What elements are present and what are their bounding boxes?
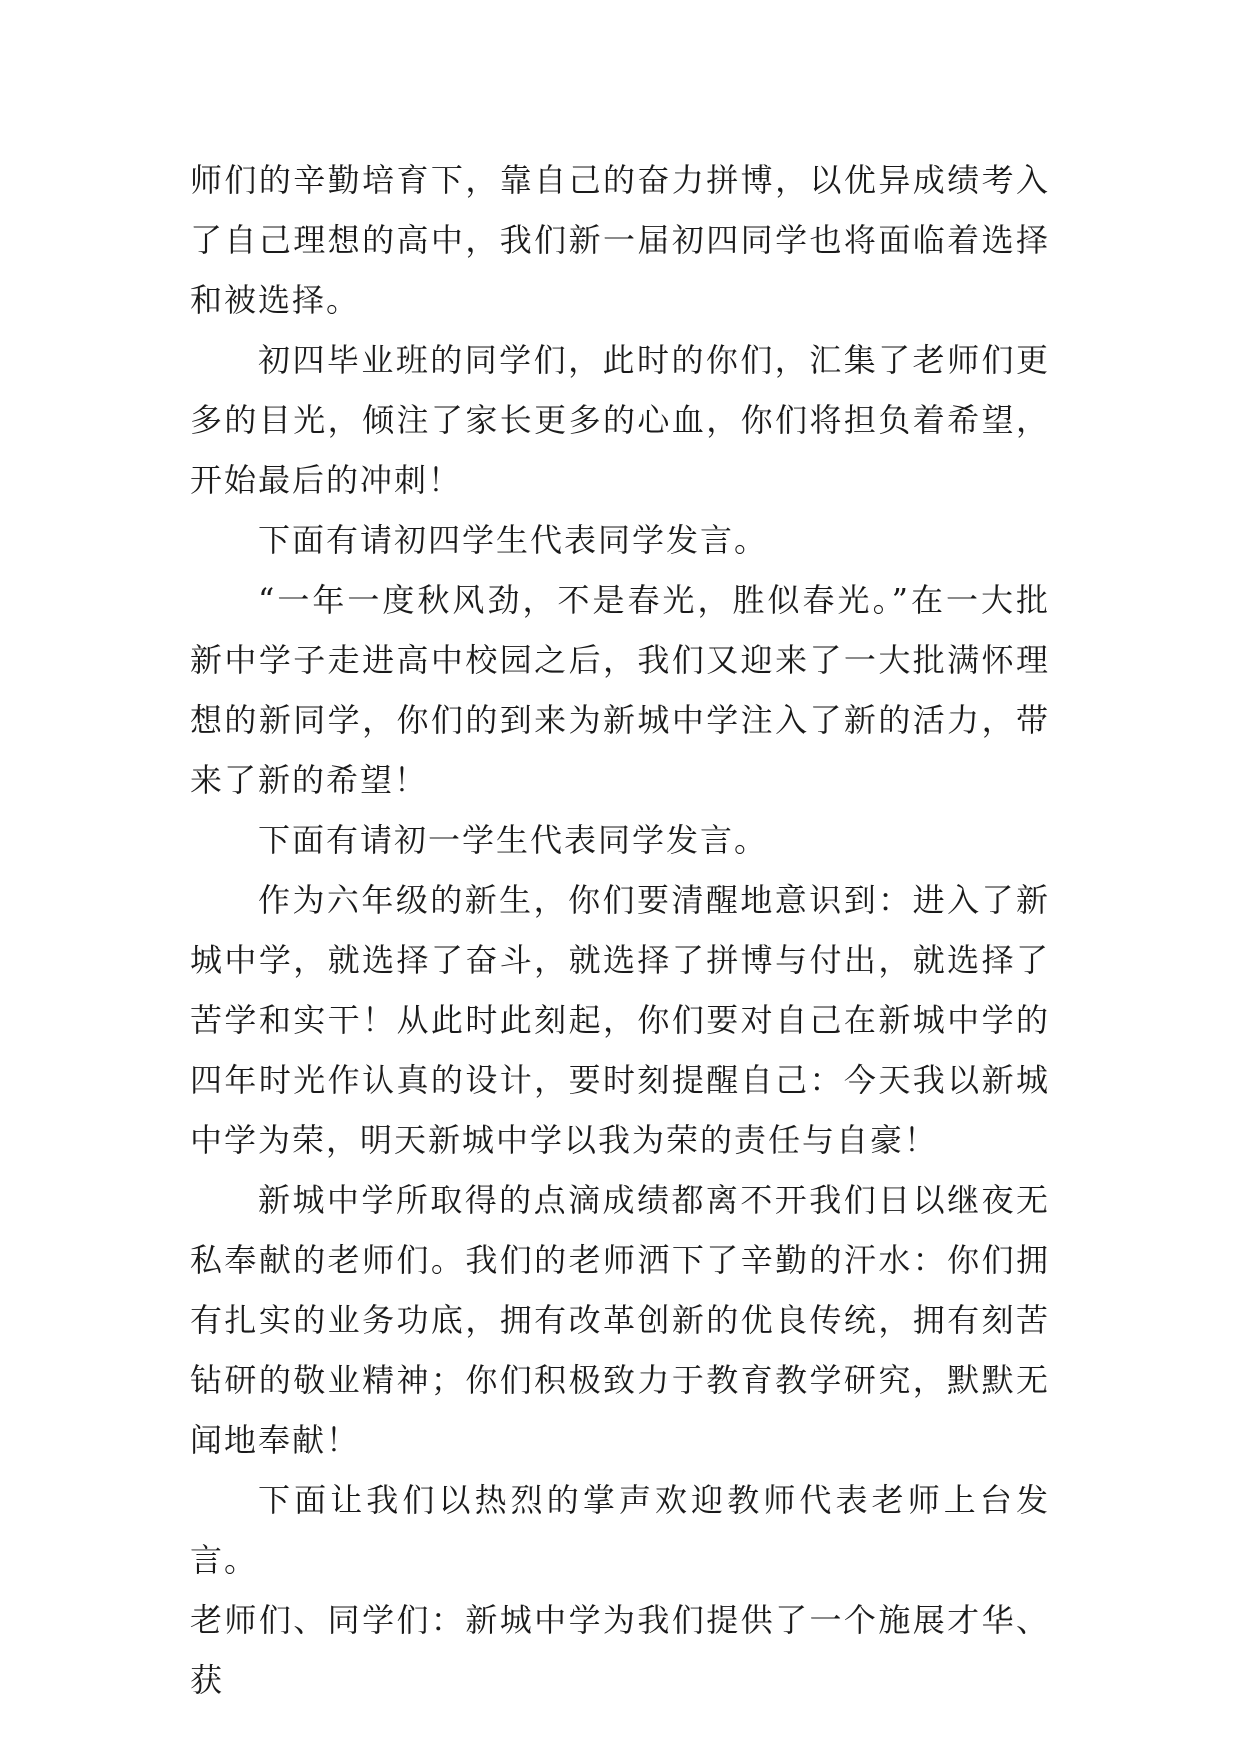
paragraph-9: 老师们、同学们：新城中学为我们提供了一个施展才华、获: [190, 1601, 1050, 1699]
document-body: [190, 150, 1050, 1710]
paragraph-5: 下面有请初一学生代表同学发言。: [258, 821, 769, 859]
paragraph-3: 下面有请初四学生代表同学发言。: [258, 521, 769, 559]
paragraph-7: 新城中学所取得的点滴成绩都离不开我们日以继夜无私奉献的老师们。我们的老师洒下了辛勤的汗水：你们拥有扎实的业务功底，拥有改革创新的优良传统，拥有刻苦钻研的敬业精神；你们积极致力于教育教学研究，默默无闻地奉献！: [190, 1181, 1050, 1459]
paragraph-6: 作为六年级的新生，你们要清醒地意识到：进入了新城中学，就选择了奋斗，就选择了拼博与付出，就选择了苦学和实干！从此时此刻起，你们要对自己在新城中学的四年时光作认真的设计，要时刻提醒自己：今天我以新城中学为荣，明天新城中学以我为荣的责任与自豪！: [190, 881, 1050, 1159]
paragraph-2: 初四毕业班的同学们，此时的你们，汇集了老师们更多的目光，倾注了家长更多的心血，你们将担负着希望，开始最后的冲刺！: [190, 341, 1050, 499]
paragraph-1: 师们的辛勤培育下，靠自己的奋力拼博，以优异成绩考入了自己理想的高中，我们新一届初四同学也将面临着选择和被选择。: [190, 161, 1050, 319]
paragraph-4: “一年一度秋风劲，不是春光，胜似春光。”在一大批新中学子走进高中校园之后，我们又迎来了一大批满怀理想的新同学，你们的到来为新城中学注入了新的活力，带来了新的希望！: [190, 581, 1050, 799]
paragraph-8: 下面让我们以热烈的掌声欢迎教师代表老师上台发言。: [190, 1481, 1050, 1579]
